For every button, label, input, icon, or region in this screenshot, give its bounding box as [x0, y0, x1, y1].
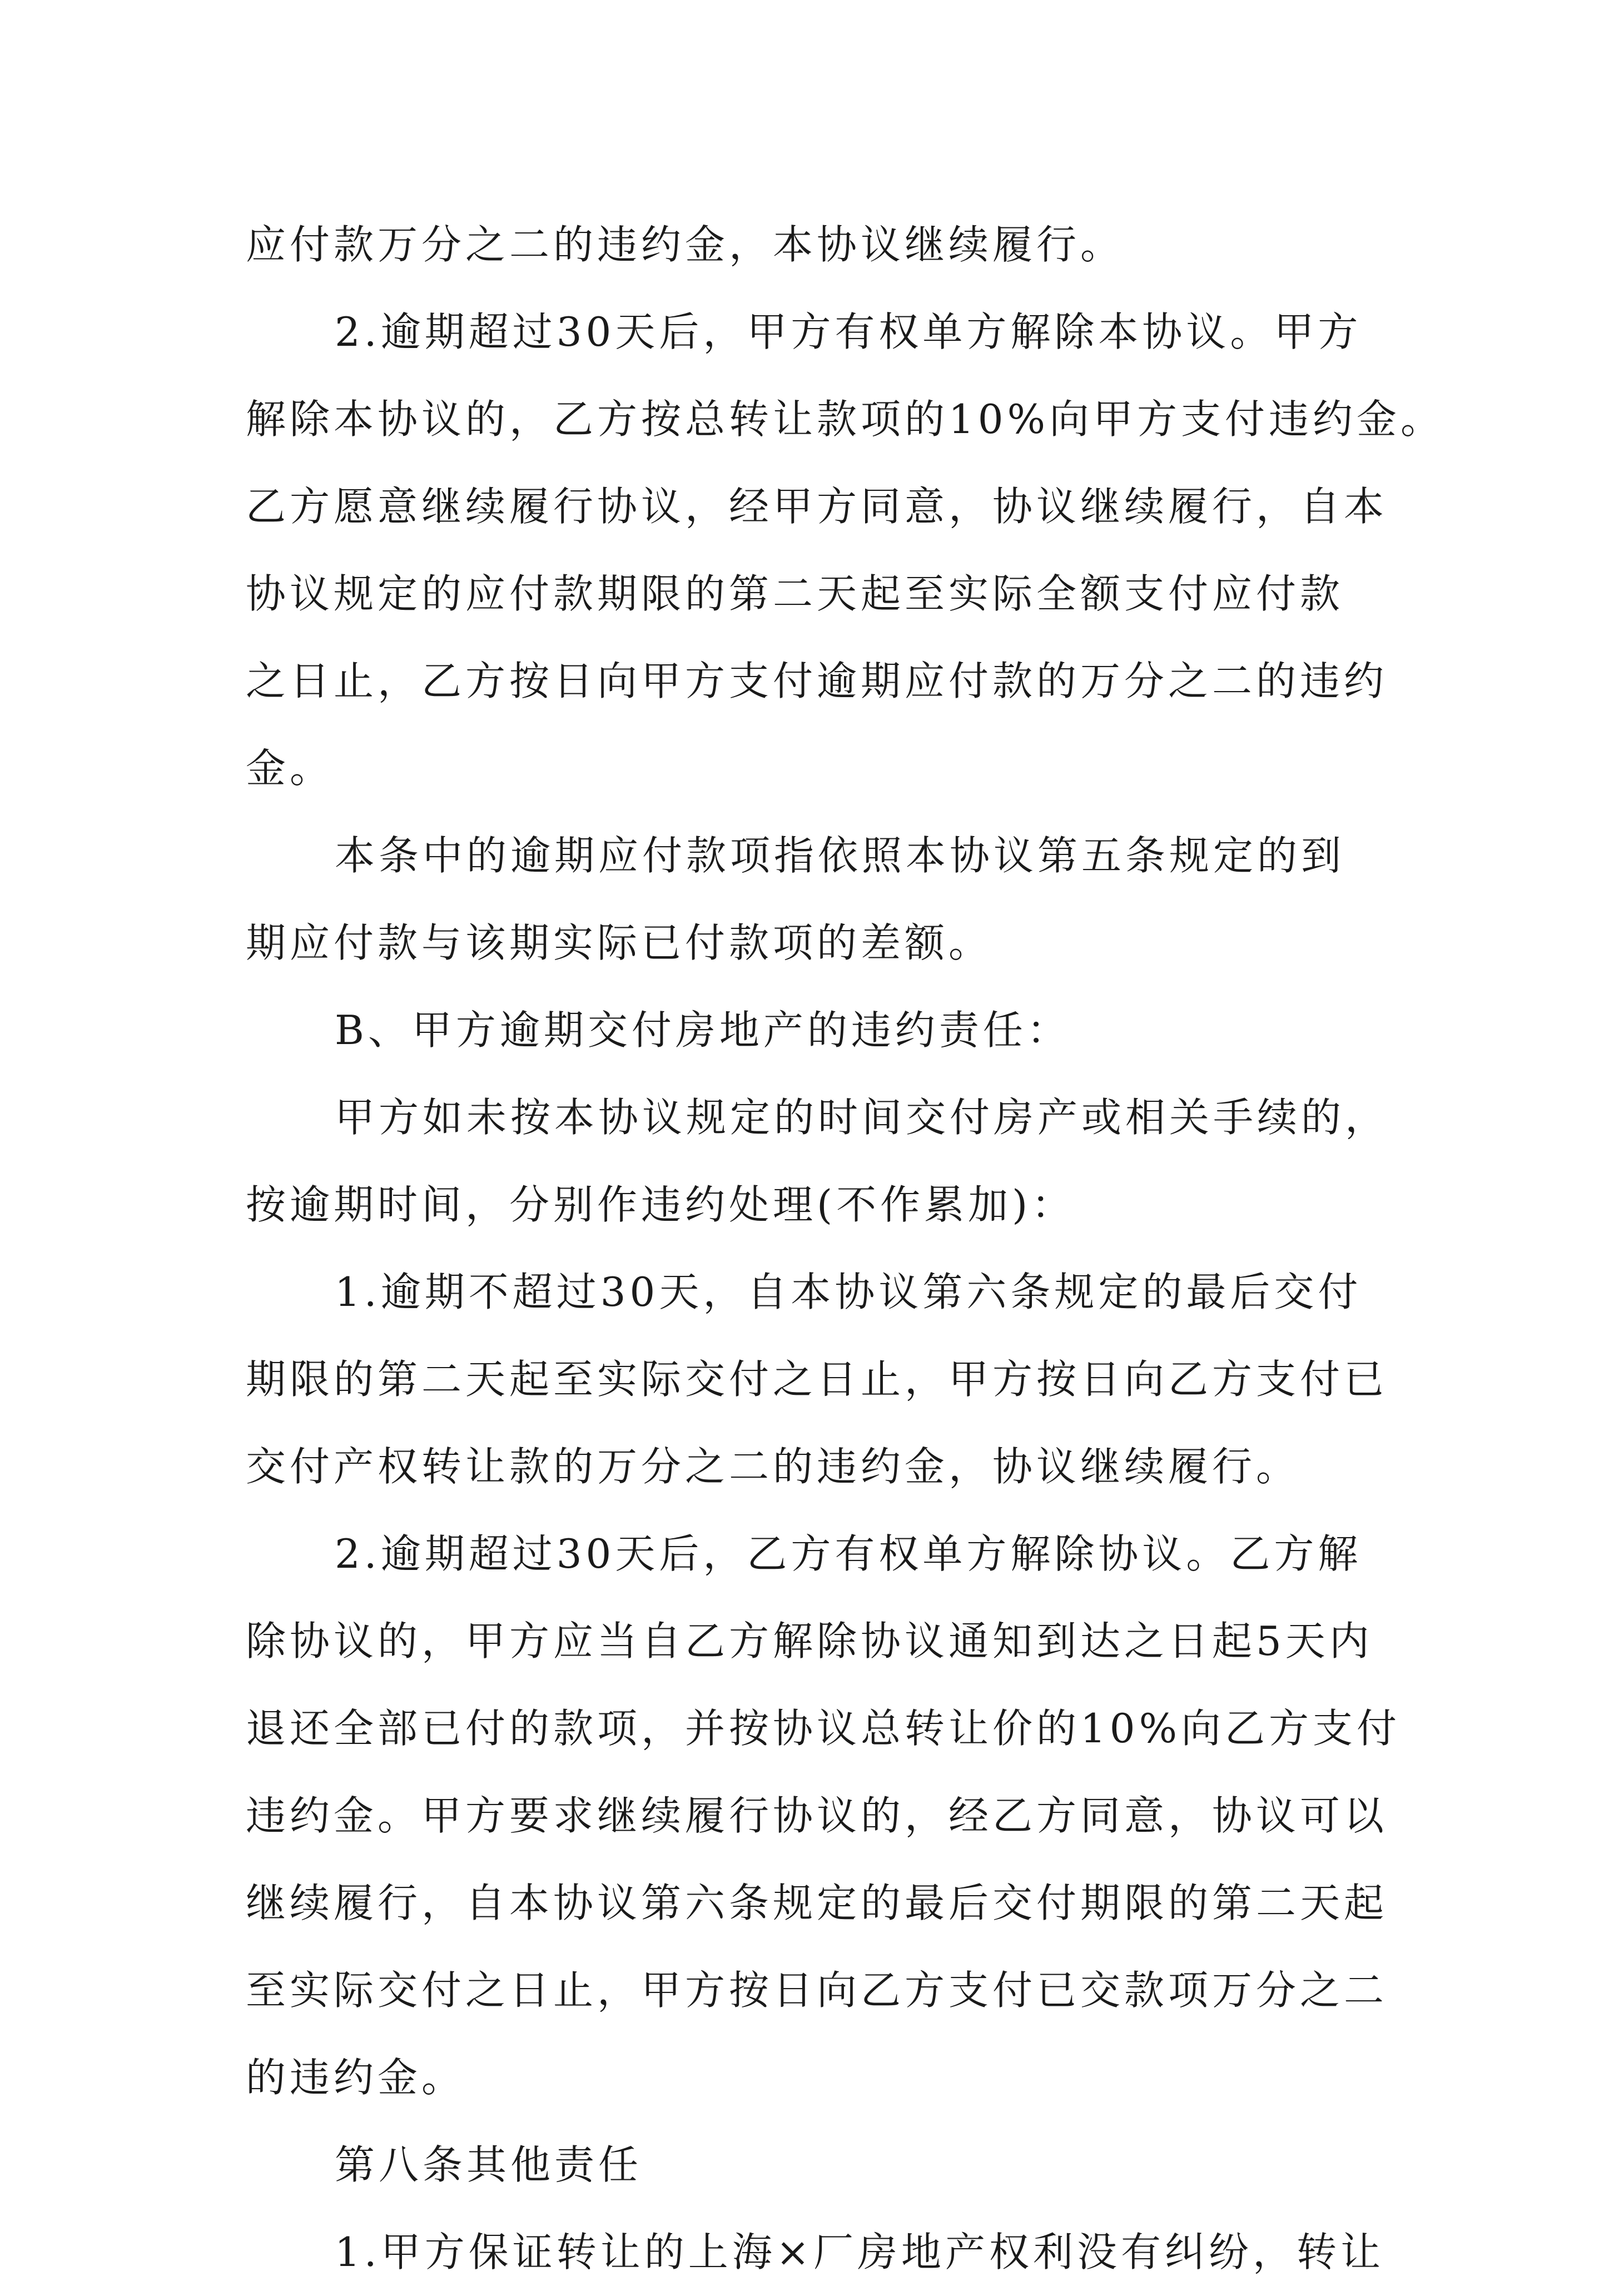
- text-line: 按逾期时间，分别作违约处理(不作累加)：: [246, 1181, 1076, 1228]
- text-line: 继续履行，自本协议第六条规定的最后交付期限的第二天起: [246, 1880, 1388, 1926]
- text-line: 协议规定的应付款期限的第二天起至实际全额支付应付款: [246, 570, 1344, 617]
- text-line: 本条中的逾期应付款项指依照本协议第五条规定的到: [335, 832, 1345, 879]
- text-line: 期应付款与该期实际已付款项的差额。: [246, 920, 993, 966]
- text-line: 之日止，乙方按日向甲方支付逾期应付款的万分之二的违约: [246, 658, 1388, 704]
- text-line: 的违约金。: [246, 2054, 466, 2101]
- text-line: 2.逾期超过30天后，甲方有权单方解除本协议。甲方: [335, 309, 1362, 355]
- text-line: 除协议的，甲方应当自乙方解除协议通知到达之日起5天内: [246, 1618, 1373, 1664]
- text-line: 乙方愿意继续履行协议，经甲方同意，协议继续履行，自本: [246, 483, 1388, 530]
- text-line: 1.逾期不超过30天，自本协议第六条规定的最后交付: [335, 1269, 1362, 1315]
- text-line: 金。: [246, 745, 334, 792]
- text-line: 违约金。甲方要求继续履行协议的，经乙方同意，协议可以: [246, 1792, 1388, 1839]
- article-heading: 第八条其他责任: [335, 2141, 643, 2188]
- section-heading: B、甲方逾期交付房地产的违约责任：: [335, 1007, 1071, 1053]
- text-line: 应付款万分之二的违约金，本协议继续履行。: [246, 221, 1125, 268]
- text-line: 期限的第二天起至实际交付之日止，甲方按日向乙方支付已: [246, 1356, 1388, 1403]
- text-line: 至实际交付之日止，甲方按日向乙方支付已交款项万分之二: [246, 1967, 1388, 2014]
- text-line: 交付产权转让款的万分之二的违约金，协议继续履行。: [246, 1443, 1300, 1490]
- text-line: 1.甲方保证转让的上海×厂房地产权利没有纠纷，转让: [335, 2229, 1385, 2275]
- text-line: 退还全部已付的款项，并按协议总转让价的10%向乙方支付: [246, 1705, 1401, 1752]
- text-line: 2.逾期超过30天后，乙方有权单方解除协议。乙方解: [335, 1530, 1362, 1577]
- text-line: 甲方如未按本协议规定的时间交付房产或相关手续的，: [335, 1094, 1389, 1141]
- text-line: 解除本协议的，乙方按总转让款项的10%向甲方支付违约金。: [246, 396, 1445, 443]
- document-body: [246, 201, 1445, 2296]
